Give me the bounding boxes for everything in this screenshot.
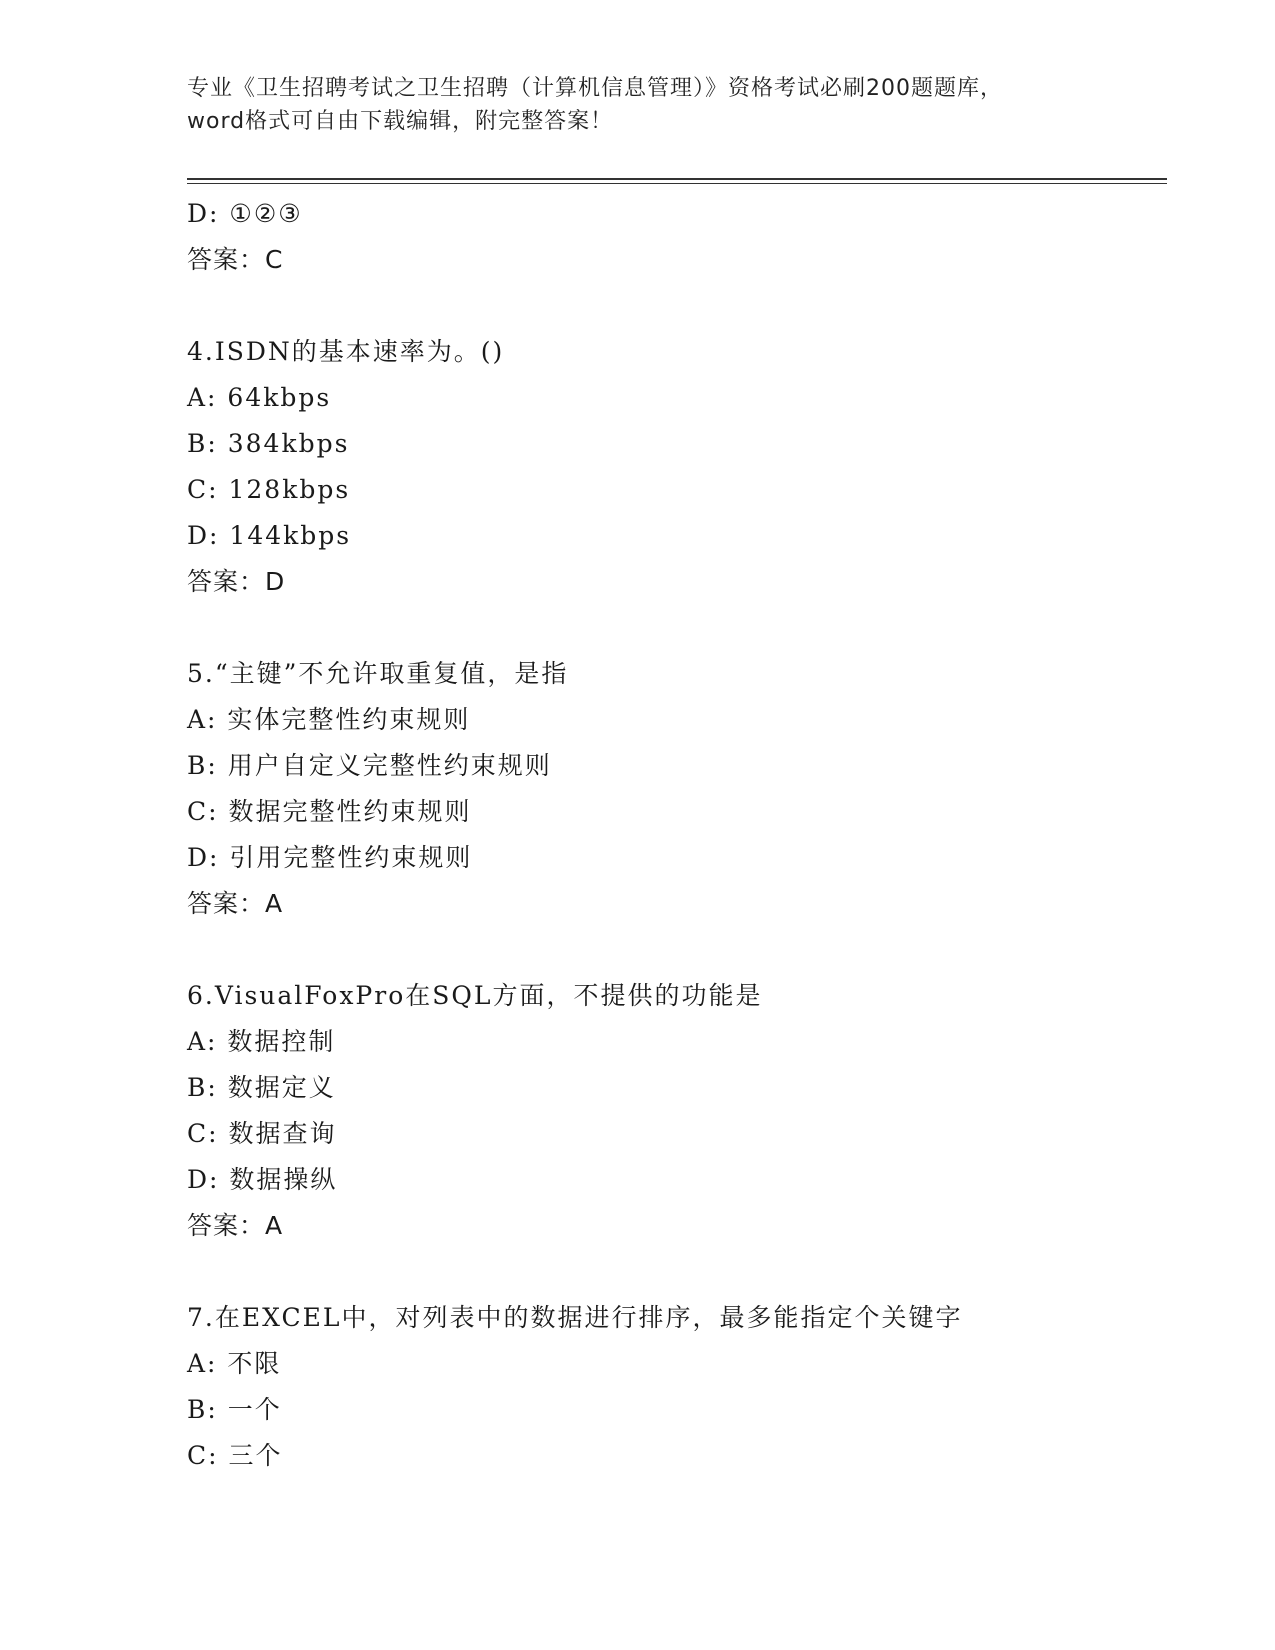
- spacer: [187, 605, 1167, 651]
- document-header: [187, 72, 1087, 138]
- header-title-line-1: 专业《卫生招聘考试之卫生招聘（计算机信息管理）》资格考试必刷200题题库，: [187, 76, 1003, 101]
- question-4: [187, 329, 1167, 605]
- question-5-stem: 5.“主键”不允许取重复值，是指: [187, 659, 569, 688]
- question-6-option-b: B: 数据定义: [187, 1073, 336, 1102]
- question-4-option-b: B: 384kbps: [187, 429, 350, 458]
- question-5: [187, 651, 1167, 927]
- question-6-option-d: D: 数据操纵: [187, 1165, 338, 1194]
- spacer: [187, 283, 1167, 329]
- spacer: [187, 1249, 1167, 1295]
- question-6: [187, 973, 1167, 1249]
- question-4-stem: 4.ISDN的基本速率为。(): [187, 337, 505, 366]
- question-5-answer: 答案：A: [187, 889, 284, 918]
- question-7-option-c: C: 三个: [187, 1441, 283, 1470]
- question-5-option-b: B: 用户自定义完整性约束规则: [187, 751, 552, 780]
- question-3-option-d: D: ①②③: [187, 199, 303, 228]
- question-4-answer: 答案：D: [187, 567, 286, 596]
- question-3-answer: 答案：C: [187, 245, 284, 274]
- question-7-option-a: A: 不限: [187, 1349, 282, 1378]
- question-7: [187, 1295, 1167, 1479]
- question-7-option-b: B: 一个: [187, 1395, 282, 1424]
- question-6-stem: 6.VisualFoxPro在SQL方面，不提供的功能是: [187, 981, 763, 1010]
- question-4-option-c: C: 128kbps: [187, 475, 351, 504]
- question-5-option-a: A: 实体完整性约束规则: [187, 705, 471, 734]
- question-6-answer: 答案：A: [187, 1211, 284, 1240]
- question-content: [187, 191, 1167, 1479]
- question-5-option-c: C: 数据完整性约束规则: [187, 797, 472, 826]
- question-6-option-a: A: 数据控制: [187, 1027, 336, 1056]
- header-rule-thick: [187, 178, 1167, 180]
- question-6-option-c: C: 数据查询: [187, 1119, 337, 1148]
- question-7-stem: 7.在EXCEL中，对列表中的数据进行排序，最多能指定个关键字: [187, 1303, 963, 1332]
- header-title-line-2: word格式可自由下载编辑，附完整答案！: [187, 109, 614, 134]
- question-5-option-d: D: 引用完整性约束规则: [187, 843, 473, 872]
- header-rule-thin: [187, 183, 1167, 184]
- question-4-option-a: A: 64kbps: [187, 383, 332, 412]
- spacer: [187, 927, 1167, 973]
- question-4-option-d: D: 144kbps: [187, 521, 352, 550]
